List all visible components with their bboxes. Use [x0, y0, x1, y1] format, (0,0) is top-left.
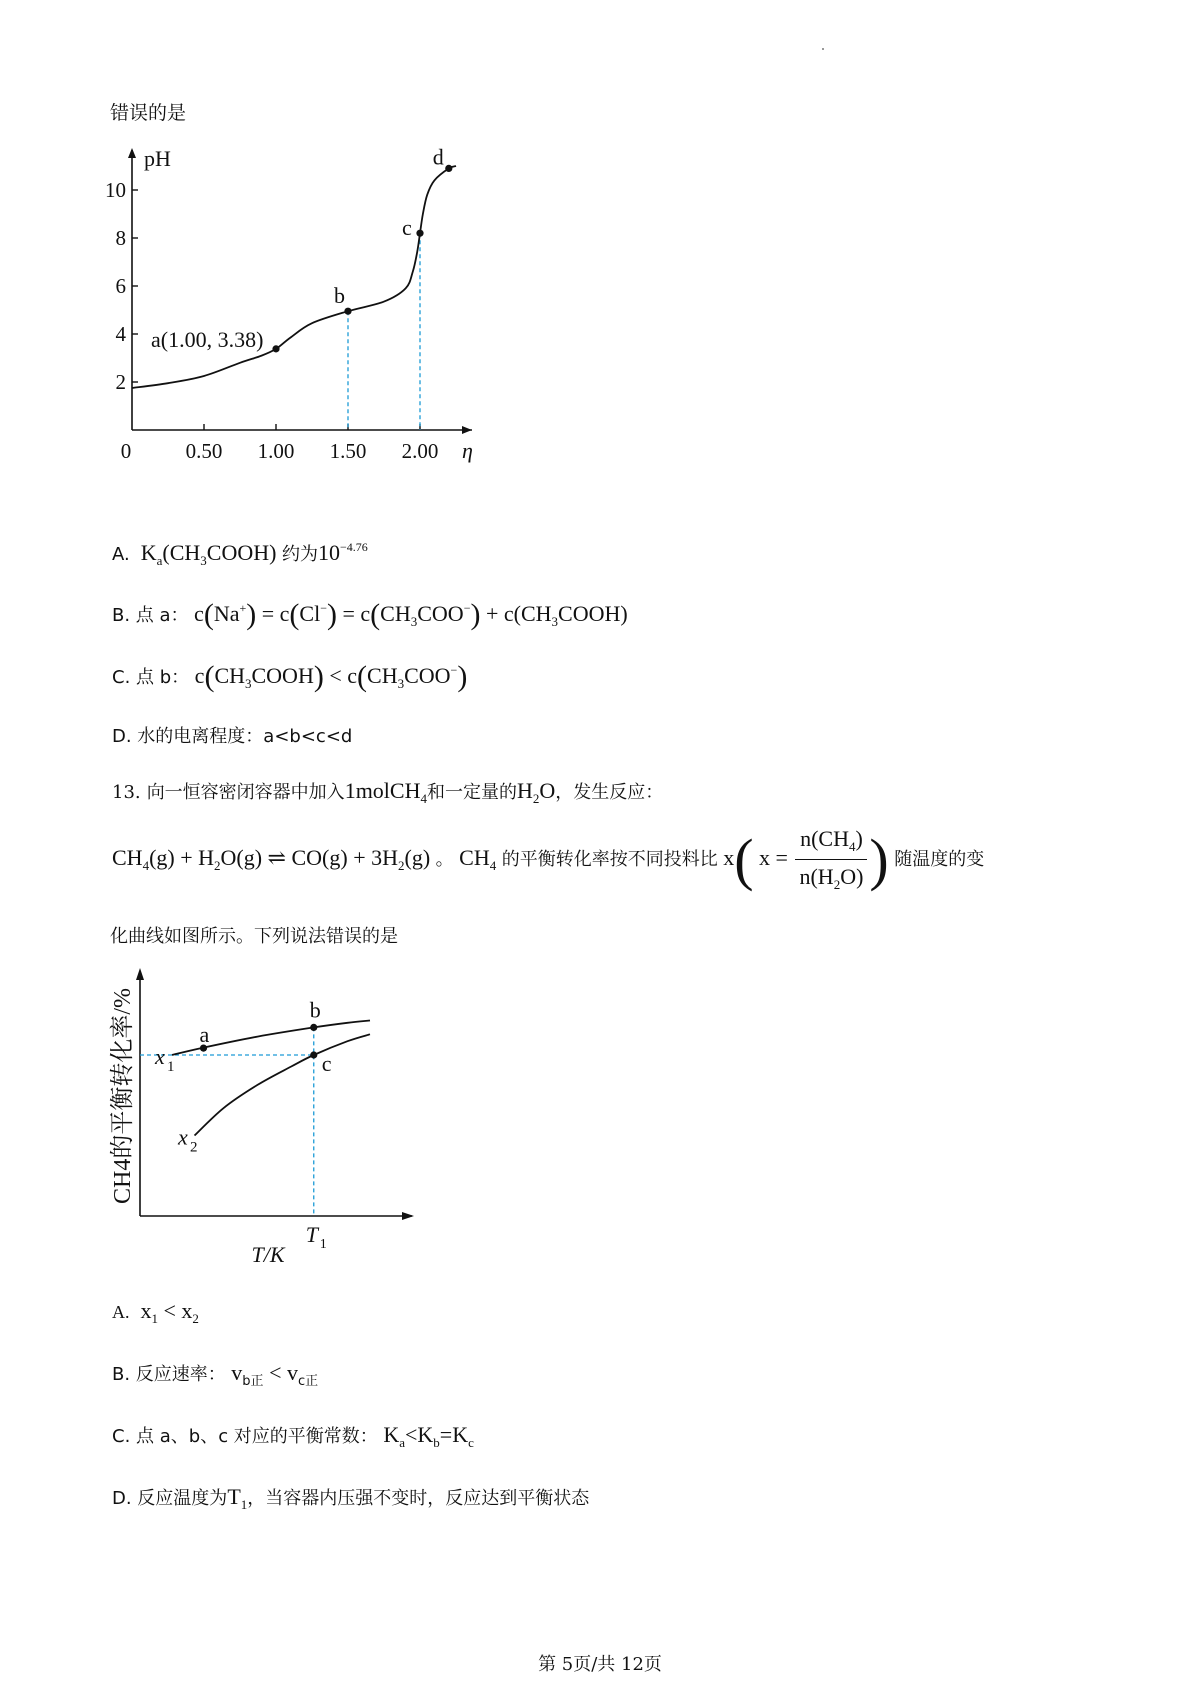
point-c: [310, 1051, 317, 1058]
y-axis-label: pH: [144, 146, 171, 171]
point-label-b: b: [309, 997, 321, 1023]
q13-option-d: D. 反应温度为$T_1$，当容器内压强不变时，反应达到平衡状态: [112, 1484, 590, 1512]
y-axis-arrow: [136, 968, 144, 980]
series-label-x2-sub: 2: [190, 1139, 198, 1156]
y-axis-arrow: [128, 148, 136, 158]
y-tick-label: 8: [115, 226, 126, 250]
corner-mark: [822, 48, 824, 50]
point-label-c: c: [402, 215, 412, 241]
ph-titration-chart: [100, 140, 540, 520]
x-axis-arrow: [462, 426, 472, 434]
y-tick-label: 4: [115, 322, 126, 346]
curve-x2: [195, 1034, 371, 1135]
intro-text: 错误的是: [110, 102, 187, 124]
x-tick-label-sub: 1: [319, 1237, 327, 1252]
y-tick-label: 10: [105, 178, 126, 202]
q12-option-c: C. 点 b： $c(CH_3COOH) < c(CH_3COO^-)$: [112, 660, 468, 693]
q13-stem-line1: 13. 向一恒容密闭容器中加入1molCH$_4$和一定量的$H_2O$，发生反应：: [112, 778, 664, 806]
feed-ratio-fraction: $\frac{n(CH_4)}{n(H_2O)}$: [795, 826, 867, 893]
point-label-c: c: [321, 1051, 332, 1076]
y-axis-label: CH4的平衡转化率/%: [110, 988, 136, 1204]
y-tick-label: 6: [115, 274, 126, 298]
series-label-x1: x: [155, 1044, 165, 1070]
x-tick-label: 2.00: [401, 439, 439, 463]
x-tick-label: 0.50: [185, 439, 223, 463]
x-tick-label: 1.50: [329, 439, 367, 463]
x-tick-label: T: [305, 1222, 318, 1247]
point-c: [416, 230, 423, 237]
x-axis-label: η: [462, 438, 473, 463]
ph-curve: [132, 166, 456, 388]
point-label-a: a(1.00, 3.38): [151, 326, 264, 352]
q13-option-b: B. 反应速率： $v_{b正} < v_{c正}$: [112, 1360, 319, 1389]
point-b: [344, 308, 351, 315]
point-a: [272, 345, 279, 352]
x-tick-label: 0: [120, 439, 132, 463]
x-axis-label: T/K: [251, 1242, 285, 1267]
reaction-equation: $CH_4(g) + H_2O(g)$ ⇌ $CO(g) + 3H_2(g)$: [112, 845, 431, 873]
q12-option-d: D. 水的电离程度：a<b<c<d: [112, 726, 353, 747]
point-label-a: a: [199, 1022, 210, 1048]
q13-stem-line3: 化曲线如图所示。下列说法错误的是: [110, 926, 398, 947]
q12-option-a: A. $K_a(CH_3COOH)$ 约为$10^{-4.76}$: [112, 540, 368, 568]
q12-option-b: B. 点 a： $c(Na^+) = c(Cl^-) = c(CH_3COO^-)$ + $c(CH_3COOH)$: [112, 598, 628, 631]
ch4-conversion-chart: [100, 960, 440, 1280]
y-tick-label: 2: [115, 370, 126, 394]
point-label-b: b: [334, 283, 345, 309]
q12-option-a-prefix: A.: [112, 544, 130, 565]
q13-option-a: A. $x_1 < x_2$: [112, 1298, 199, 1326]
series-label-x2: x: [178, 1124, 188, 1150]
series-label-x1-sub: 1: [167, 1059, 175, 1076]
q13-reaction-line: $CH_4(g) + H_2O(g)$ ⇌ $CO(g) + 3H_2(g)$ 。 $CH_4$ 的平衡转化率按不同投料比 x( x = $\frac{n(CH_4)}{n(H_2O)}$ ) 随温度的变: [112, 826, 985, 893]
page-footer: 第 5页/共 12页: [538, 1654, 662, 1675]
ka-symbol: $K_a$: [140, 540, 163, 568]
point-d: [445, 165, 452, 172]
x-tick-label: 1.00: [257, 439, 295, 463]
x-axis-arrow: [402, 1212, 414, 1220]
point-b: [310, 1024, 317, 1031]
q13-option-c: C. 点 a、b、c 对应的平衡常数： $K_a<K_b=K_c$: [112, 1422, 474, 1450]
point-label-d: d: [432, 144, 444, 170]
